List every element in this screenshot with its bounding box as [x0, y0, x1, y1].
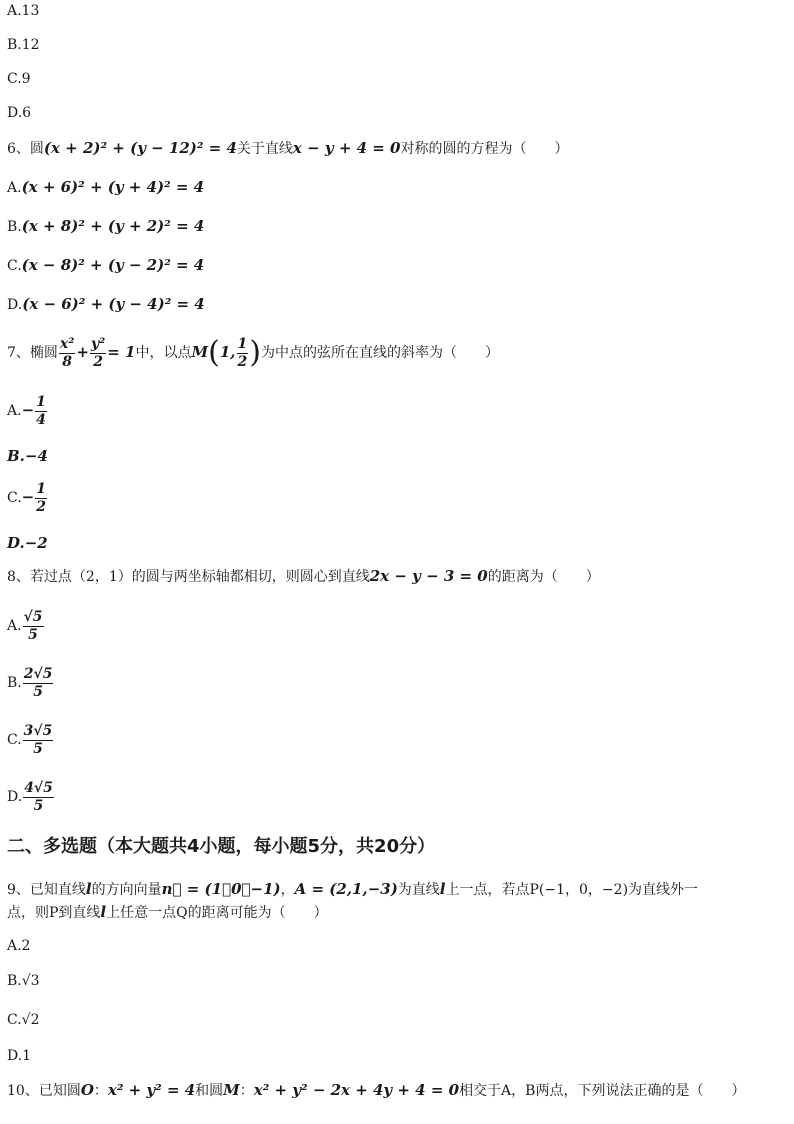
option-fraction — [23, 723, 54, 758]
q6-stem — [7, 139, 569, 158]
line-symbol: l — [100, 903, 107, 921]
option-expr: (x − 8)² + (y − 2)² = 4 — [21, 256, 205, 274]
q9-option-b: B.√3 — [7, 973, 40, 989]
q8-stem-post: 的距离为（ ） — [487, 569, 600, 585]
paren-open: ( — [208, 335, 220, 370]
q7-option-a — [7, 392, 48, 429]
option-label: A. — [7, 403, 22, 419]
numerator: x² — [59, 335, 75, 352]
q10-stem — [7, 1081, 745, 1100]
option-expr: (x + 6)² + (y + 4)² = 4 — [21, 178, 205, 196]
q8-option-b — [7, 663, 54, 703]
option-label: C. — [7, 732, 22, 748]
option-label: C. — [7, 490, 22, 506]
q6-option-b — [7, 217, 204, 236]
text: 点，则P到直线 — [7, 905, 101, 921]
denominator: 5 — [23, 683, 54, 701]
q5-option-c: C.9 — [7, 71, 31, 87]
option-fraction — [35, 481, 47, 516]
numerator: √5 — [23, 608, 43, 625]
q7-option-d — [7, 534, 48, 553]
numerator: 3√5 — [23, 722, 53, 739]
minus-sign: − — [21, 488, 35, 506]
numerator: 2√5 — [23, 665, 53, 682]
q8-option-d — [7, 777, 55, 817]
q7-fraction-x — [59, 336, 75, 371]
line-symbol: l — [439, 880, 446, 898]
q7-option-c — [7, 479, 48, 516]
option-label: D. — [7, 789, 23, 805]
q7-option-b — [7, 447, 48, 466]
text: 上一点，若点P(−1，0，−2)为直线外一 — [445, 882, 699, 898]
paren-close: ) — [249, 335, 261, 370]
q6-option-d — [7, 295, 205, 314]
text: ： — [239, 1083, 254, 1099]
numerator: 1 — [36, 393, 46, 410]
q9-point-a: A = (2,1,−3) — [294, 880, 398, 898]
q6-stem-post: 对称的圆的方程为（ ） — [400, 141, 569, 157]
section-heading: 二、多选题（本大题共4小题，每小题5分，共20分） — [7, 836, 436, 857]
text: 为直线 — [397, 882, 440, 898]
q7-prefix: 7、椭圆 — [7, 345, 58, 361]
q7-point-y — [237, 336, 249, 371]
denominator: 8 — [59, 353, 75, 371]
q7-stem — [7, 334, 499, 371]
q10-eq2: x² + y² − 2x + 4y + 4 = 0 — [253, 1081, 460, 1099]
q5-option-d: D.6 — [7, 105, 32, 121]
q6-line-eq: x − y + 4 = 0 — [292, 139, 401, 157]
q9-stem-line1 — [7, 880, 698, 899]
denominator: 5 — [23, 797, 54, 815]
denominator: 5 — [23, 626, 44, 644]
q8-option-a — [7, 606, 45, 646]
q6-option-a — [7, 178, 204, 197]
text: ， — [280, 882, 295, 898]
q10-eq1: x² + y² = 4 — [107, 1081, 196, 1099]
text: 的方向向量 — [91, 882, 162, 898]
q7-mid: 中，以点 — [135, 345, 192, 361]
q5-option-b: B.12 — [7, 37, 40, 53]
line-symbol: l — [85, 880, 92, 898]
denominator: 2 — [237, 353, 248, 370]
q9-option-c: C.√2 — [7, 1012, 40, 1028]
circle-o-name: O — [80, 1081, 94, 1099]
circle-m-name: M — [223, 1081, 240, 1099]
q8-option-c — [7, 720, 54, 760]
q8-line-eq: 2x − y − 3 = 0 — [369, 567, 488, 585]
q6-option-c — [7, 256, 204, 275]
text: ： — [93, 1083, 108, 1099]
q7-point-x: 1, — [219, 343, 236, 361]
denominator: 4 — [36, 411, 46, 428]
numerator: y² — [90, 335, 106, 352]
q6-circle-eq: (x + 2)² + (y − 12)² = 4 — [43, 139, 237, 157]
q7-suffix: 为中点的弦所在直线的斜率为（ ） — [260, 345, 499, 361]
text: 上任意一点Q的距离可能为（ ） — [106, 905, 328, 921]
text: 9、已知直线 — [7, 882, 86, 898]
option-fraction — [35, 394, 47, 429]
text: 10、已知圆 — [7, 1083, 81, 1099]
q6-stem-pre: 6、圆 — [7, 141, 44, 157]
text: 和圆 — [195, 1083, 224, 1099]
text: 相交于A，B两点，下列说法正确的是（ ） — [459, 1083, 746, 1099]
option-label: C. — [7, 258, 22, 274]
minus-sign: − — [21, 401, 35, 419]
q7-rhs: = 1 — [107, 343, 136, 361]
q5-option-a: A.13 — [7, 3, 40, 19]
numerator: 4√5 — [24, 779, 53, 796]
denominator: 5 — [23, 740, 54, 758]
denominator: 2 — [90, 353, 106, 371]
q7-fraction-y — [90, 336, 106, 371]
numerator: 1 — [237, 335, 248, 352]
q9-option-d: D.1 — [7, 1048, 32, 1064]
q9-option-a: A.2 — [7, 938, 31, 954]
q6-stem-mid: 关于直线 — [236, 141, 293, 157]
q9-vector: n⃗ = (1，0，−1) — [161, 880, 281, 898]
option-label: B. — [7, 675, 22, 691]
denominator: 2 — [36, 498, 46, 515]
option-fraction — [23, 609, 44, 644]
option-label: D. — [7, 297, 23, 313]
q9-stem-line2 — [7, 903, 328, 922]
option-label: B. — [7, 219, 22, 235]
numerator: 1 — [36, 480, 46, 497]
q8-stem — [7, 567, 600, 586]
option-label: A. — [7, 180, 22, 196]
option-fraction — [23, 780, 54, 815]
plus-sign: + — [76, 343, 89, 361]
q7-point-name: M — [191, 343, 209, 361]
option-text: B.−4 — [7, 447, 48, 465]
q8-stem-pre: 8、若过点（2，1）的圆与两坐标轴都相切，则圆心到直线 — [7, 569, 370, 585]
option-label: A. — [7, 618, 22, 634]
option-text: D.−2 — [7, 534, 48, 552]
option-expr: (x − 6)² + (y − 4)² = 4 — [22, 295, 205, 313]
option-fraction — [23, 666, 54, 701]
option-expr: (x + 8)² + (y + 2)² = 4 — [21, 217, 205, 235]
